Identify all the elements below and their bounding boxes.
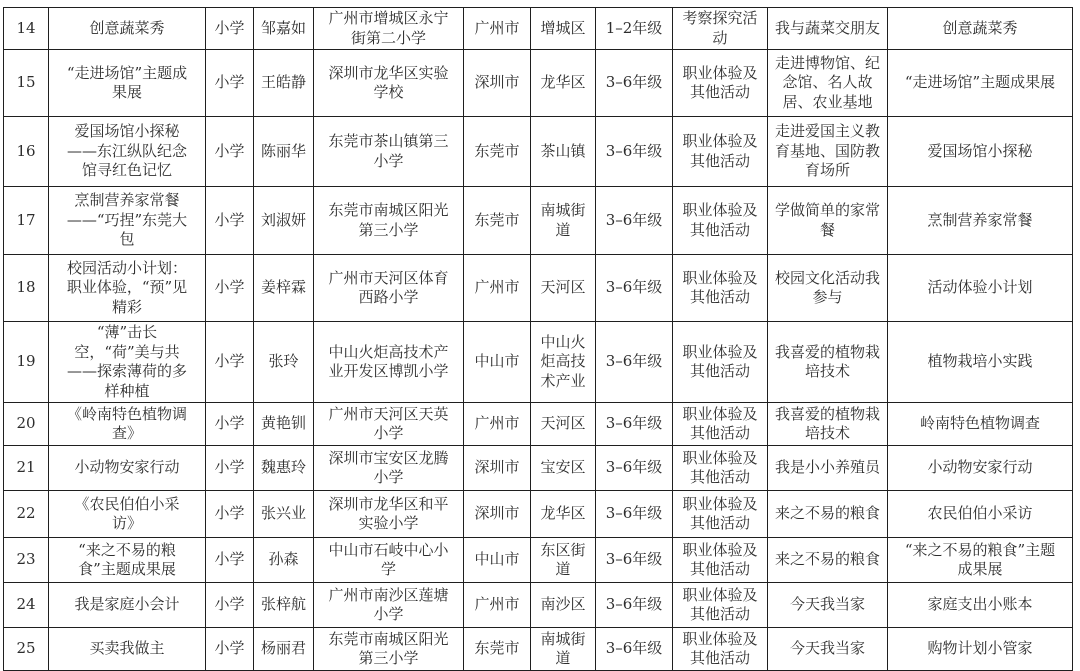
cell-city: 中山市 [464,322,531,403]
cell-grade-range: 3–6年级 [596,187,673,255]
cell-row-number: 21 [4,446,49,491]
cell-theme: 校园文化活动我参与 [768,255,888,322]
cell-district: 茶山镇 [531,117,596,187]
table-row [4,255,1073,322]
cell-project-name: “来之不易的粮食”主题成果展 [49,538,206,583]
cell-activity-type: 职业体验及其他活动 [673,583,768,628]
cell-district: 南城街道 [531,628,596,671]
cell-activity-type: 职业体验及其他活动 [673,403,768,446]
cell-activity-type: 职业体验及其他活动 [673,187,768,255]
cell-result-title: 农民伯伯小采访 [888,491,1073,538]
cell-result-title: 活动体验小计划 [888,255,1073,322]
cell-city: 广州市 [464,8,531,50]
cell-city: 广州市 [464,255,531,322]
cell-result-title: 家庭支出小账本 [888,583,1073,628]
cell-activity-type: 职业体验及其他活动 [673,117,768,187]
cell-school-level: 小学 [206,583,254,628]
cell-project-name: 我是家庭小会计 [49,583,206,628]
table-row [4,403,1073,446]
cell-school-name: 深圳市宝安区龙腾小学 [314,446,464,491]
cell-grade-range: 3–6年级 [596,117,673,187]
cell-grade-range: 3–6年级 [596,628,673,671]
cell-theme: 我喜爱的植物栽培技术 [768,403,888,446]
cell-project-name: 小动物安家行动 [49,446,206,491]
cell-city: 深圳市 [464,446,531,491]
cell-teacher-name: 黄艳钏 [254,403,314,446]
cell-teacher-name: 张玲 [254,322,314,403]
cell-row-number: 18 [4,255,49,322]
cell-project-name: 烹制营养家常餐——“巧捏”东莞大包 [49,187,206,255]
cell-grade-range: 3–6年级 [596,255,673,322]
cell-activity-type: 职业体验及其他活动 [673,491,768,538]
cell-activity-type: 职业体验及其他活动 [673,322,768,403]
table-row [4,583,1073,628]
cell-school-level: 小学 [206,8,254,50]
cell-grade-range: 3–6年级 [596,491,673,538]
cell-theme: 学做简单的家常餐 [768,187,888,255]
cell-teacher-name: 魏惠玲 [254,446,314,491]
cell-school-level: 小学 [206,50,254,117]
cell-activity-type: 职业体验及其他活动 [673,255,768,322]
cell-theme: 今天我当家 [768,583,888,628]
cell-school-level: 小学 [206,491,254,538]
cell-result-title: “走进场馆”主题成果展 [888,50,1073,117]
cell-city: 广州市 [464,403,531,446]
cell-row-number: 15 [4,50,49,117]
cell-city: 深圳市 [464,50,531,117]
cell-result-title: 爱国场馆小探秘 [888,117,1073,187]
cell-teacher-name: 张兴业 [254,491,314,538]
table-row [4,187,1073,255]
table-row [4,538,1073,583]
cell-row-number: 22 [4,491,49,538]
cell-result-title: 植物栽培小实践 [888,322,1073,403]
cell-row-number: 24 [4,583,49,628]
cell-school-name: 广州市南沙区莲塘小学 [314,583,464,628]
cell-city: 深圳市 [464,491,531,538]
cell-school-name: 中山火炬高技术产业开发区博凯小学 [314,322,464,403]
cell-grade-range: 3–6年级 [596,322,673,403]
cell-school-name: 广州市天河区体育西路小学 [314,255,464,322]
table-body [4,8,1073,671]
table-row [4,322,1073,403]
cell-theme: 我是小小养殖员 [768,446,888,491]
cell-row-number: 17 [4,187,49,255]
cell-school-level: 小学 [206,446,254,491]
cell-school-name: 深圳市龙华区和平实验小学 [314,491,464,538]
cell-district: 增城区 [531,8,596,50]
cell-theme: 来之不易的粮食 [768,538,888,583]
cell-row-number: 20 [4,403,49,446]
cell-teacher-name: 王皓静 [254,50,314,117]
cell-result-title: 小动物安家行动 [888,446,1073,491]
cell-row-number: 16 [4,117,49,187]
cell-city: 东莞市 [464,117,531,187]
cell-school-name: 东莞市茶山镇第三小学 [314,117,464,187]
cell-project-name: 《岭南特色植物调查》 [49,403,206,446]
table-row [4,8,1073,50]
table-row [4,446,1073,491]
cell-district: 中山火炬高技术产业 [531,322,596,403]
cell-teacher-name: 邹嘉如 [254,8,314,50]
cell-project-name: 爱国场馆小探秘——东江纵队纪念馆寻红色记忆 [49,117,206,187]
cell-school-name: 东莞市南城区阳光第三小学 [314,628,464,671]
cell-theme: 我与蔬菜交朋友 [768,8,888,50]
cell-row-number: 25 [4,628,49,671]
cell-row-number: 14 [4,8,49,50]
table-row [4,491,1073,538]
cell-school-level: 小学 [206,255,254,322]
cell-school-name: 东莞市南城区阳光第三小学 [314,187,464,255]
cell-school-level: 小学 [206,187,254,255]
cell-activity-type: 考察探究活动 [673,8,768,50]
cell-project-name: 创意蔬菜秀 [49,8,206,50]
cell-teacher-name: 孙森 [254,538,314,583]
cell-school-level: 小学 [206,322,254,403]
award-table-container [3,7,1073,671]
cell-result-title: “来之不易的粮食”主题成果展 [888,538,1073,583]
table-row [4,628,1073,671]
table-row [4,50,1073,117]
cell-district: 龙华区 [531,491,596,538]
cell-grade-range: 3–6年级 [596,403,673,446]
cell-school-name: 广州市天河区天英小学 [314,403,464,446]
cell-grade-range: 3–6年级 [596,583,673,628]
cell-result-title: 创意蔬菜秀 [888,8,1073,50]
cell-district: 宝安区 [531,446,596,491]
cell-activity-type: 职业体验及其他活动 [673,50,768,117]
cell-school-level: 小学 [206,538,254,583]
cell-district: 天河区 [531,255,596,322]
cell-school-level: 小学 [206,403,254,446]
cell-row-number: 19 [4,322,49,403]
cell-row-number: 23 [4,538,49,583]
cell-activity-type: 职业体验及其他活动 [673,446,768,491]
cell-school-name: 广州市增城区永宁街第二小学 [314,8,464,50]
cell-school-name: 深圳市龙华区实验学校 [314,50,464,117]
cell-theme: 来之不易的粮食 [768,491,888,538]
cell-theme: 今天我当家 [768,628,888,671]
cell-grade-range: 3–6年级 [596,538,673,583]
cell-school-name: 中山市石岐中心小学 [314,538,464,583]
cell-grade-range: 3–6年级 [596,446,673,491]
cell-district: 龙华区 [531,50,596,117]
cell-school-level: 小学 [206,117,254,187]
cell-theme: 走进博物馆、纪念馆、名人故居、农业基地 [768,50,888,117]
cell-district: 东区街道 [531,538,596,583]
cell-district: 天河区 [531,403,596,446]
cell-district: 南城街道 [531,187,596,255]
cell-grade-range: 3–6年级 [596,50,673,117]
table-row [4,117,1073,187]
cell-city: 东莞市 [464,187,531,255]
cell-result-title: 烹制营养家常餐 [888,187,1073,255]
award-projects-table [3,7,1073,671]
cell-theme: 我喜爱的植物栽培技术 [768,322,888,403]
cell-teacher-name: 刘淑妍 [254,187,314,255]
cell-project-name: 校园活动小计划：职业体验，“预”见精彩 [49,255,206,322]
cell-project-name: 《农民伯伯小采访》 [49,491,206,538]
cell-district: 南沙区 [531,583,596,628]
cell-activity-type: 职业体验及其他活动 [673,538,768,583]
cell-result-title: 岭南特色植物调查 [888,403,1073,446]
cell-project-name: “走进场馆”主题成果展 [49,50,206,117]
cell-teacher-name: 姜梓霖 [254,255,314,322]
cell-result-title: 购物计划小管家 [888,628,1073,671]
cell-activity-type: 职业体验及其他活动 [673,628,768,671]
cell-grade-range: 1–2年级 [596,8,673,50]
cell-teacher-name: 杨丽君 [254,628,314,671]
cell-teacher-name: 陈丽华 [254,117,314,187]
cell-theme: 走进爱国主义教育基地、国防教育场所 [768,117,888,187]
cell-city: 中山市 [464,538,531,583]
cell-project-name: 买卖我做主 [49,628,206,671]
cell-city: 东莞市 [464,628,531,671]
cell-school-level: 小学 [206,628,254,671]
cell-city: 广州市 [464,583,531,628]
cell-teacher-name: 张梓航 [254,583,314,628]
cell-project-name: “薄”击长空，“荷”美与共——探索薄荷的多样种植 [49,322,206,403]
